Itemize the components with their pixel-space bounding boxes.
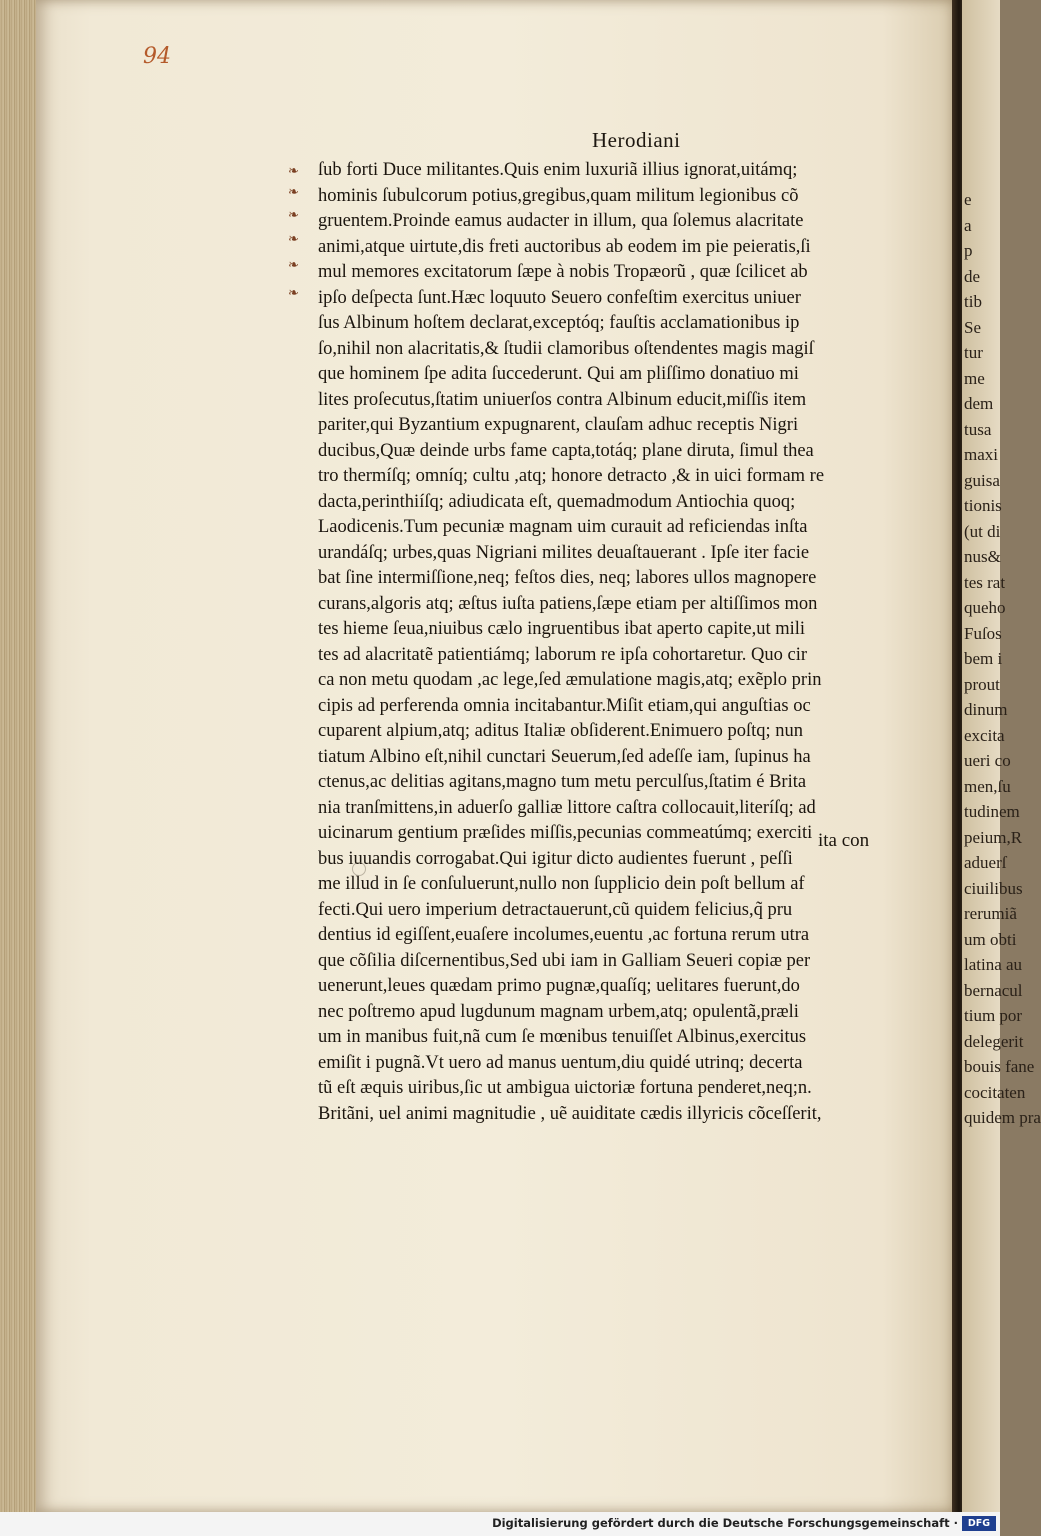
text-line: ctenus,ac delitias agitans,magno tum metu perculſus,ſtatim é Brita: [318, 772, 807, 792]
funding-credit: Digitalisierung gefördert durch die Deutsche Forschungsgemeinschaft ·: [492, 1516, 958, 1530]
facing-page-fragment: delegerit: [964, 1031, 1024, 1051]
text-line: ducibus,Quæ deinde urbs fame capta,totáq; plane diruta, ſimul thea: [318, 440, 814, 461]
facing-page-fragment: (ut di: [964, 521, 1001, 541]
facing-page-fragment: dem: [964, 394, 994, 413]
facing-page-fragment: me: [964, 368, 985, 388]
text-line: pariter,qui Byzantium expugnarent, clauſam adhuc receptis Nigri: [318, 415, 799, 435]
text-line: dentius id egiſſent,euaſere incolumes,euentu ,ac fortuna rerum utra: [318, 925, 810, 945]
facing-page-fragment: peium,R: [964, 827, 1023, 847]
text-line: cuparent alpium,atq; aditus Italiæ obſiderent.Enimuero poſtq; nun: [318, 721, 804, 741]
facing-page-fragment: ueri co: [964, 751, 1011, 770]
text-line: emiſit i pugnã.Vt uero ad manus uentum,diu quidé utrinq; decerta: [318, 1052, 803, 1073]
facing-page-fragment: e: [964, 190, 972, 209]
text-line: fecti.Qui uero imperium detractauerunt,cũ quidem felicius,q̃ pru: [318, 899, 793, 920]
facing-page-fragment: tusa: [964, 419, 992, 439]
facing-page-fragment: tium por: [964, 1006, 1023, 1025]
text-line: urandáſq; urbes,quas Nigriani milites deuaſtauerant . Ipſe iter facie: [318, 542, 810, 563]
text-line: gruentem.Proinde eamus audacter in illum, qua ſolemus alacritate: [318, 211, 804, 231]
facing-page-fragment: tudinem: [964, 802, 1020, 821]
facing-page-fragment: maxi: [964, 445, 998, 464]
main-text-block: [318, 158, 938, 1127]
text-line: mul memores excitatorum ſæpe à nobis Tropæorũ , quæ ſcilicet ab: [318, 262, 808, 282]
facing-page-fragment: a: [964, 215, 972, 235]
text-line: ſo,nihil non alacritatis,& ſtudii clamoribus oſtendentes magis magiſ: [318, 338, 814, 359]
folio-number: 94: [143, 44, 171, 69]
text-line: cipis ad perferenda omnia incitabantur.Miſit etiam,qui anguſtias oc: [318, 695, 811, 716]
facing-page-fragment: men,ſu: [964, 776, 1011, 796]
facing-page-fragment: nus&: [964, 547, 1001, 566]
facing-page-fragment: bernacul: [964, 980, 1023, 1000]
facing-page-fragment: tionis: [964, 496, 1002, 515]
margin-mark: ❧: [288, 258, 299, 273]
text-line: tiatum Albino eſt,nihil cunctari Seuerum,ſed adeſſe iam, ſupinus ha: [318, 746, 811, 767]
stain-mark: [352, 862, 366, 876]
text-line: lites proſecutus,ſtatim uniuerſos contra Albinum educit,miſſis item: [318, 389, 807, 410]
text-line: hominis ſubulcorum potius,gregibus,quam militum legionibus cõ: [318, 185, 799, 206]
facing-page-fragment: bem i: [964, 649, 1003, 668]
text-line: nia tranſmittens,in aduerſo galliæ littore caſtra collocauit,literíſq; ad: [318, 797, 816, 818]
dfg-logo: DFG: [962, 1516, 996, 1531]
margin-mark: ❧: [288, 164, 299, 179]
facing-page-fragment: aduerſ: [964, 853, 1007, 872]
text-line: tro thermíſq; omníq; cultu ,atq; honore detracto ,& in uici formam re: [318, 466, 825, 486]
text-line: uicinarum gentium præſides miſſis,pecunias commeatúmq; exerciti: [318, 823, 813, 843]
facing-page-fragment: guisa: [964, 470, 1000, 490]
margin-mark: ❧: [288, 208, 299, 223]
facing-page-fragment: rerumiã: [964, 904, 1017, 923]
text-line: tes ad alacritatẽ patientiámq; laborum re ipſa cohortaretur. Quo cir: [318, 644, 808, 665]
text-line: uenerunt,leues quædam primo pugnæ,quaſíq; uelitares fuerunt,do: [318, 976, 800, 996]
facing-page-fragment: queho: [964, 598, 1006, 617]
text-line: ipſo deſpecta ſunt.Hæc loquuto Seuero confeſtim exercitus uniuer: [318, 287, 801, 308]
text-line: um in manibus fuit,nã cum ſe mœnibus tenuiſſet Albinus,exercitus: [318, 1027, 807, 1047]
facing-page-fragment: latina au: [964, 955, 1023, 974]
facing-page-fragment: Fuſos: [964, 623, 1002, 643]
facing-page-fragment: excita: [964, 725, 1005, 745]
text-line: curans,algoris atq; æſtus iuſta patiens,ſæpe etiam per altiſſimos mon: [318, 593, 818, 614]
catchword: ita con: [818, 830, 870, 851]
footer-bar: [0, 1512, 1000, 1536]
text-line: Laodicenis.Tum pecuniæ magnam uim curauit ad reficiendas inſta: [318, 517, 808, 537]
facing-page-fragment: Se: [964, 317, 981, 337]
text-line: bus iuuandis corrogabat.Qui igitur dicto audientes fuerunt , peſſi: [318, 848, 793, 869]
facing-page-fragment: tib: [964, 292, 982, 311]
facing-page-fragment: cocitaten: [964, 1082, 1026, 1102]
text-line: ca non metu quodam ,ac lege,ſed æmulatione magis,atq; exẽplo prin: [318, 670, 822, 690]
facing-page-edge: [962, 0, 1041, 1512]
text-line: bat ſine intermiſſione,neq; feſtos dies, neq; labores ullos magnopere: [318, 568, 817, 588]
text-line: me illud in ſe conſuluerunt,nullo non ſupplicio dein poſt bellum af: [318, 874, 805, 894]
facing-page-fragment: um obti: [964, 929, 1017, 949]
text-line: ſus Albinum hoſtem declarat,exceptóq; fauſtis acclamationibus ip: [318, 313, 800, 333]
facing-page-fragment: tes rat: [964, 572, 1006, 592]
facing-page-fragment: p: [964, 241, 973, 260]
text-line: animi,atque uirtute,dis freti auctoribus ab eodem im pie peieratis,ſi: [318, 236, 811, 257]
text-line: dacta,perinthiíſq; adiudicata eſt, quemadmodum Antiochia quoq;: [318, 491, 796, 512]
running-head: Herodiani: [592, 128, 681, 152]
text-line: nec poſtremo apud lugdunum magnam urbem,atq; opulentã,præli: [318, 1001, 799, 1022]
facing-page-fragment: prout: [964, 674, 1000, 694]
margin-mark: ❧: [288, 185, 299, 200]
facing-page-fragment: de: [964, 266, 981, 286]
text-line: tes hieme ſeua,niuibus cælo ingruentibus ibat aperto capite,ut mili: [318, 619, 806, 639]
text-line: que cõſilia diſcernentibus,Sed ubi iam in Galliam Seueri copiæ per: [318, 950, 811, 971]
margin-mark: ❧: [288, 286, 299, 301]
margin-mark: ❧: [288, 232, 299, 247]
text-line: ſub forti Duce militantes.Quis enim luxuriã illius ignorat,uitámq;: [318, 160, 798, 180]
text-line: que hominem ſpe adita ſuccederunt. Qui am pliſſimo donatiuo mi: [318, 364, 799, 384]
facing-page-fragment: ciuilibus: [964, 878, 1023, 898]
facing-page-fragment: bouis fane: [964, 1057, 1035, 1076]
facing-page-fragment: tur: [964, 343, 983, 362]
facing-page-fragment: quidem pra: [964, 1108, 1041, 1127]
facing-page-fragment: dinum: [964, 700, 1008, 719]
text-line: Britãni, uel animi magnitudie , uẽ auiditate cædis illyricis cõceſſerit,: [318, 1103, 822, 1124]
text-line: tũ eſt æquis uiribus,ſic ut ambigua uictoriæ fortuna penderet,neq;n.: [318, 1078, 812, 1098]
